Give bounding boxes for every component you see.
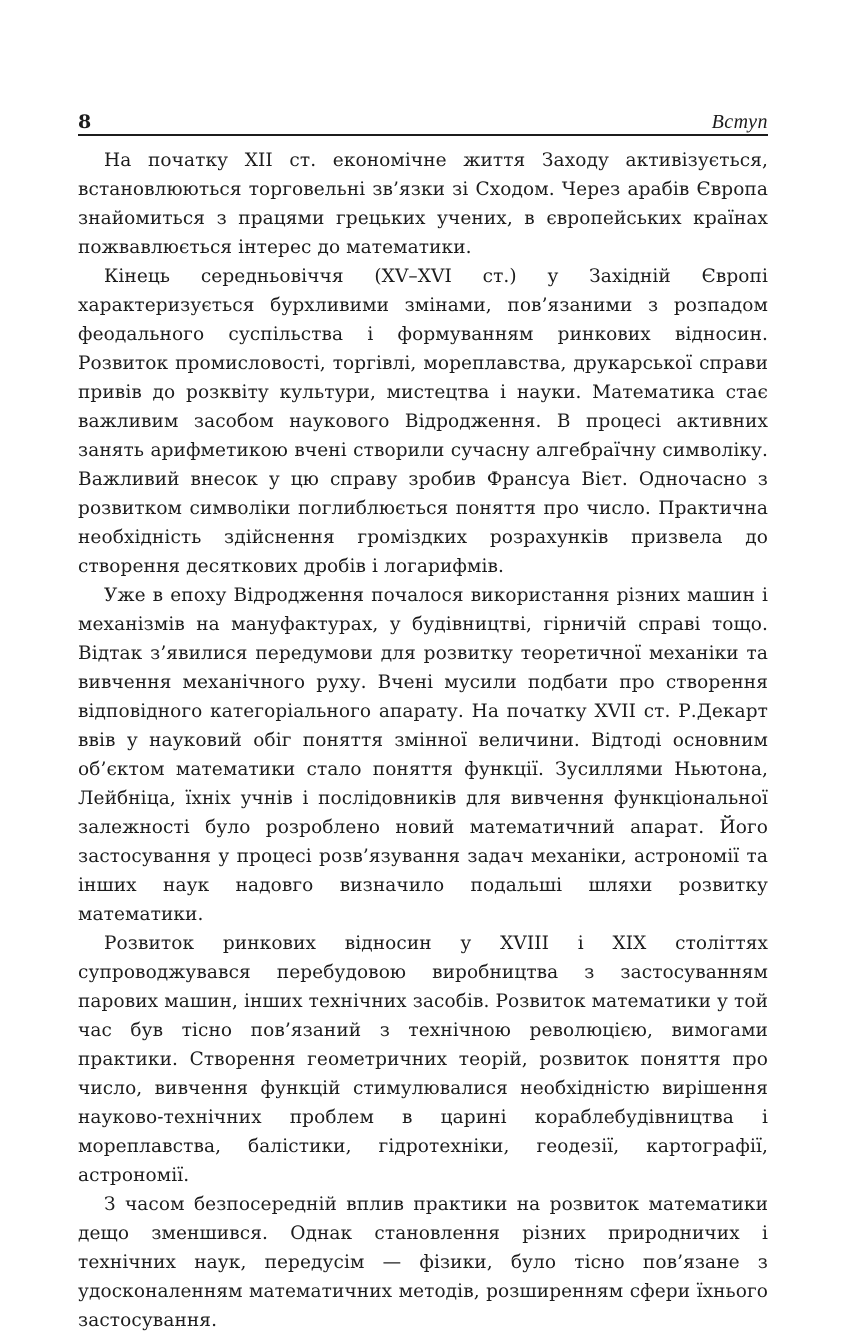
paragraph: Розвиток ринкових відносин у XVIII і XIX століттях супроводжувався перебудовою виробництва з застосуванням парових машин, інших технічних засобів. Розвиток математики у той час був тісно пов’язаний з технічною революцією, вимогами практики. Створення геометричних теорій, розвиток поняття про число, вивчення функцій стимулювалися необхідністю вирішення науково-технічних проблем в царині кораблебудівництва і мореплавства, балістики, гідротехніки, геодезії, картографії, астрономії. [78,933,769,1186]
page-header [78,104,768,136]
paragraph: Кінець середньовіччя (XV–XVI ст.) у Західній Європі характеризується бурхливими змінами, пов’язаними з розпадом феодального суспільства і формуванням ринкових відносин. Розвиток промисловості, торгівлі, мореплавства, друкарської справи привів до розквіту культури, мистецтва і науки. Математика стає важливим засобом наукового Відродження. В процесі активних занять арифметикою вчені створили сучасну алгебраїчну символіку. Важливий внесок у цю справу зробив Франсуа Вієт. Одночасно з розвитком символіки поглиблюється поняття про число. Практична необхідність здійснення громіздких розрахунків призвела до створення десяткових дробів і логарифмів. [78,266,768,577]
page-number: 8 [78,111,92,133]
paragraph: З часом безпосередній вплив практики на розвиток математики дещо зменшився. Однак становлення різних природничих і технічних наук, передусім — фізики, було тісно пов’язане з удосконаленням математичних методів, розширенням сфери їхнього застосування. [78,1194,768,1331]
paragraph: Уже в епоху Відродження почалося використання різних машин і механізмів на мануфактурах, у будівництві, гірничій справі тощо. Відтак з’явилися передумови для розвитку теоретичної механіки та вивчення механічного руху. Вчені мусили подбати про створення відповідного категоріального апарату. На початку XVII ст. Р.Декарт ввів у науковий обіг поняття змінної величини. Відтоді основним об’єктом математики стало поняття функції. Зусиллями Ньютона, Лейбніца, їхніх учнів і послідовників для вивчення функціональної залежності було розроблено новий математичний апарат. Його застосування у процесі розв’язування задач механіки, астрономії та інших наук надовго визначило подальші шляхи розвитку математики. [78,585,768,925]
body-text [78,146,768,1335]
paragraph: На початку XII ст. економічне життя Заходу активізується, встановлюються торговельні зв’язки зі Сходом. Через арабів Європа знайомиться з працями грецьких учених, в європейських країнах пожвавлюється інтерес до математики. [78,150,768,258]
running-title: Вступ [711,111,768,133]
book-page [78,104,768,1335]
